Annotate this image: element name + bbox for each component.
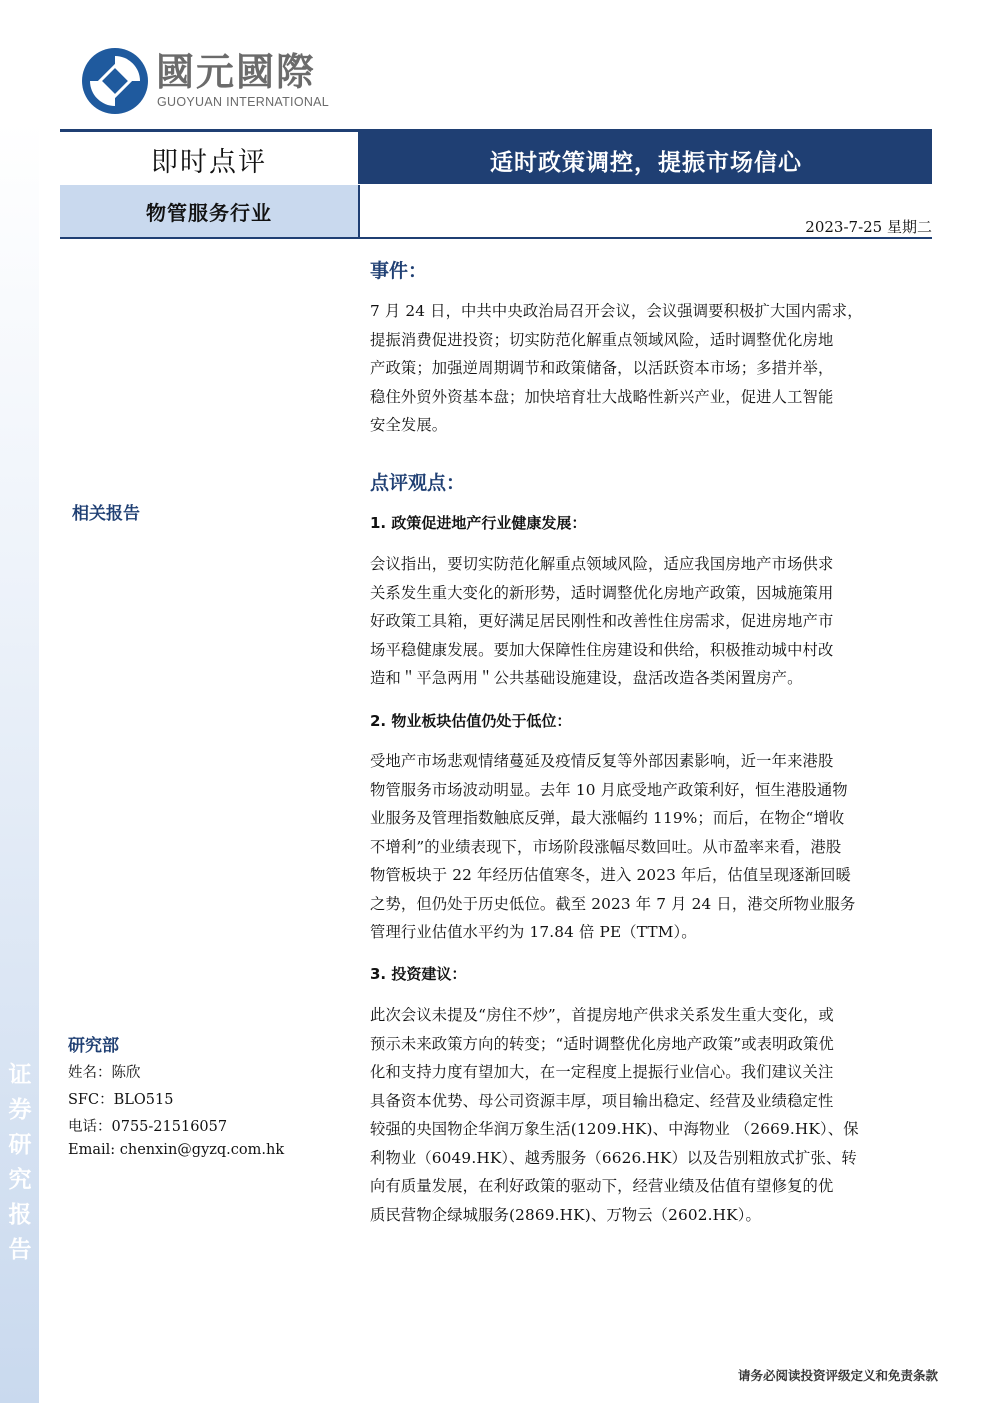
text-line: 业服务及管理指数触底反弹，最大涨幅约 119%；而后，在物企“增收 [370, 809, 845, 827]
vertical-char: 报 [8, 1202, 32, 1228]
vertical-char: 研 [8, 1132, 32, 1158]
text-line: 好政策工具箱，更好满足居民刚性和改善性住房需求，促进房地产市 [370, 612, 834, 630]
header-divider [358, 185, 360, 238]
text-line: 关系发生重大变化的新形势，适时调整优化房地产政策，因城施策用 [370, 583, 834, 602]
report-date: 2023-7-25 星期二 [805, 218, 932, 236]
section-heading: 2. 物业板块估值仍处于低位： [370, 712, 572, 730]
text-line: 质民营物企绿城服务(2869.HK)、万物云（2602.HK）。 [370, 1205, 761, 1224]
text-line: 物管板块于 22 年经历估值寒冬，进入 2023 年后，估值呈现逐渐回暖 [370, 866, 851, 884]
report-type-box [60, 132, 360, 184]
section-heading: 3. 投资建议： [370, 965, 467, 983]
text-line: 产政策；加强逆周期调节和政策储备，以活跃资本市场；多措并举， [370, 359, 834, 377]
section-heading: 1. 政策促进地产行业健康发展： [370, 514, 587, 532]
vertical-char: 告 [8, 1237, 32, 1263]
text-line: 会议指出，要切实防范化解重点领域风险，适应我国房地产市场供求 [370, 555, 834, 573]
vertical-char: 究 [8, 1167, 32, 1193]
vertical-char: 券 [8, 1097, 32, 1123]
analyst-name: 姓名：陈欣 [68, 1065, 141, 1081]
text-line: 具备资本优势、母公司资源丰厚，项目输出稳定、经营及业绩稳定性 [370, 1091, 834, 1110]
text-line: 7 月 24 日，中共中央政治局召开会议，会议强调要积极扩大国内需求， [370, 302, 863, 320]
section-paragraph [370, 747, 924, 947]
text-line: 此次会议未提及“房住不炒”，首提房地产供求关系发生重大变化，或 [370, 1006, 834, 1024]
text-line: 之势，但仍处于历史低位。截至 2023 年 7 月 24 日，港交所物业服务 [370, 894, 856, 913]
text-line: 提振消费促进投资；切实防范化解重点领域风险，适时调整优化房地 [370, 330, 834, 349]
analyst-sfc: SFC：BLO515 [68, 1092, 174, 1108]
text-line: 管理行业估值水平约为 17.84 倍 PE（TTM）。 [370, 923, 697, 941]
event-heading: 事件： [370, 260, 428, 282]
text-line: 安全发展。 [370, 416, 448, 434]
text-line: 受地产市场悲观情绪蔓延及疫情反复等外部因素影响，近一年来港股 [370, 752, 834, 770]
report-type-label: 即时点评 [151, 147, 267, 178]
industry-label: 物管服务行业 [146, 201, 272, 225]
section-paragraph [370, 550, 924, 693]
event-paragraph [370, 297, 924, 440]
analyst-phone: 电话：0755-21516057 [68, 1119, 228, 1135]
text-line: 物管服务市场波动明显。去年 10 月底受地产政策利好，恒生港股通物 [370, 780, 848, 799]
text-line: 利物业（6049.HK）、越秀服务（6626.HK）以及告别粗放式扩张、转 [370, 1148, 857, 1167]
section-paragraph [370, 1001, 924, 1229]
vertical-report-label [4, 1058, 36, 1268]
text-line: 不增利”的业绩表现下，市场阶段涨幅尽数回吐。从市盈率来看，港股 [370, 837, 842, 856]
research-dept-heading: 研究部 [68, 1036, 119, 1056]
text-line: 较强的央国物企华润万象生活(1209.HK)、中海物业 （2669.HK）、保 [370, 1120, 859, 1138]
report-title: 适时政策调控，提振市场信心 [490, 150, 802, 176]
company-logo-icon [80, 46, 150, 116]
header-bottom-rule [60, 237, 932, 239]
logo-english-name: GUOYUAN INTERNATIONAL [157, 95, 330, 109]
text-line: 稳住外贸外资基本盘；加快培育壮大战略性新兴产业，促进人工智能 [370, 387, 834, 406]
text-line: 造和＂平急两用＂公共基础设施建设，盘活改造各类闲置房产。 [370, 669, 803, 687]
logo-chinese-name: 國元國際 [156, 50, 317, 94]
disclaimer-note: 请务必阅读投资评级定义和免责条款 [737, 1368, 938, 1383]
analyst-email[interactable]: Email: chenxin@gyzq.com.hk [68, 1142, 285, 1158]
text-line: 预示未来政策方向的转变；“适时调整优化房地产政策”或表明政策优 [370, 1034, 834, 1053]
comment-heading: 点评观点： [370, 472, 466, 494]
text-line: 化和支持力度有望加大，在一定程度上提振行业信心。我们建议关注 [370, 1063, 834, 1081]
industry-box [60, 185, 358, 237]
vertical-char: 证 [8, 1062, 32, 1088]
report-title-banner [360, 132, 932, 184]
related-reports-heading: 相关报告 [72, 504, 140, 524]
text-line: 向有质量发展，在利好政策的驱动下，经营业绩及估值有望修复的优 [370, 1177, 834, 1195]
text-line: 场平稳健康发展。要加大保障性住房建设和供给，积极推动城中村改 [370, 640, 834, 659]
